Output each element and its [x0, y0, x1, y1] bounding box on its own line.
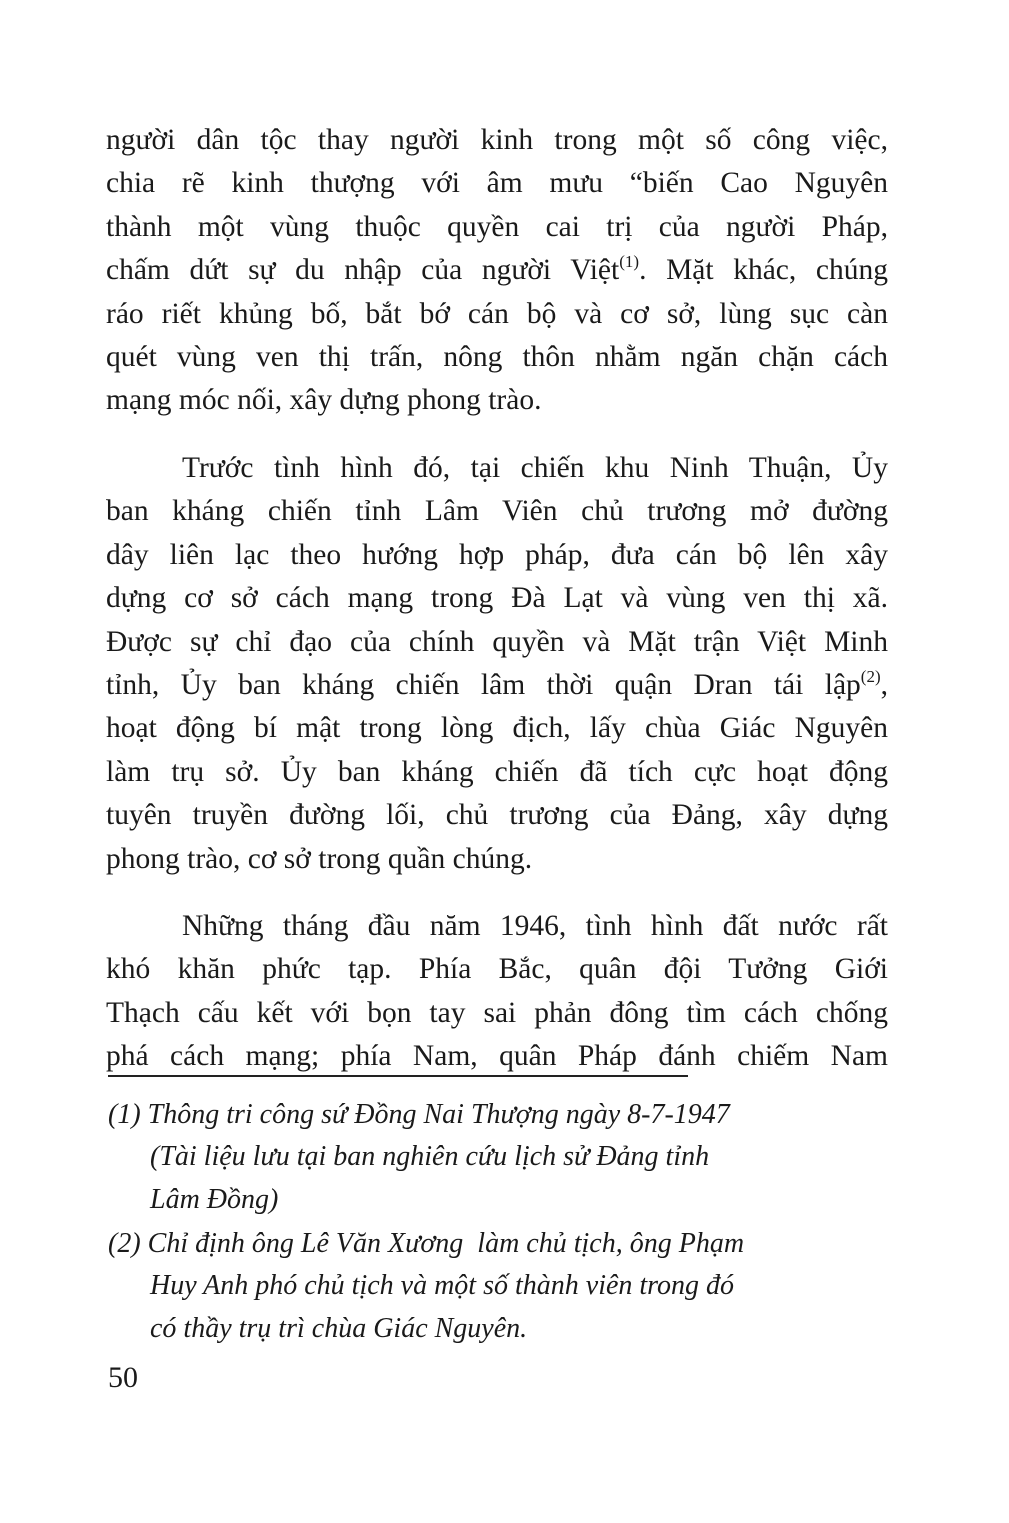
text-line: thành một vùng thuộc quyền cai trị của người Pháp,: [106, 210, 888, 243]
footnote-line: (2) Chỉ định ông Lê Văn Xương làm chủ tịch, ông Phạm: [108, 1228, 745, 1259]
text-line: Được sự chỉ đạo của chính quyền và Mặt trận Việt Minh: [106, 625, 888, 658]
text-segment: chấm dứt sự du nhập của người Việt: [106, 254, 620, 287]
text-line: phá cách mạng; phía Nam, quân Pháp đánh chiếm Nam: [106, 1040, 888, 1073]
text-line: phong trào, cơ sở trong quần chúng.: [106, 842, 533, 875]
paragraph-2: [106, 447, 888, 881]
footnote-1: [108, 1094, 888, 1221]
footnote-ref-1: (1): [619, 252, 640, 272]
text-line: ráo riết khủng bố, bắt bớ cán bộ và cơ sở, lùng sục càn: [106, 297, 888, 330]
footnote-ref-2: (2): [860, 667, 881, 687]
text-line: tuyên truyền đường lối, chủ trương của Đảng, xây dựng: [106, 799, 888, 832]
paragraph-3: [106, 905, 888, 1079]
text-line: dựng cơ sở cách mạng trong Đà Lạt và vùng ven thị xã.: [106, 582, 888, 615]
text-line: [106, 249, 888, 292]
footnote-line: Lâm Đồng): [150, 1183, 279, 1215]
text-segment: . Mặt khác, chúng: [639, 254, 888, 287]
text-line: dây liên lạc theo hướng hợp pháp, đưa cán bộ lên xây: [106, 538, 888, 571]
footnote-divider: [108, 1075, 688, 1077]
text-line: hoạt động bí mật trong lòng địch, lấy chùa Giác Nguyên: [106, 712, 888, 745]
footnote-2: [108, 1223, 888, 1350]
footnote-line: (1) Thông tri công sứ Đồng Nai Thượng ngày 8-7-1947: [108, 1099, 730, 1130]
text-line: làm trụ sở. Ủy ban kháng chiến đã tích cực hoạt động: [106, 755, 888, 788]
text-line: chia rẽ kinh thượng với âm mưu “biến Cao Nguyên: [106, 167, 888, 200]
text-segment: ,: [880, 669, 888, 702]
text-line: quét vùng ven thị trấn, nông thôn nhằm ngăn chặn cách: [106, 341, 888, 374]
footnote-line: Huy Anh phó chủ tịch và một số thành viên trong đó: [150, 1270, 735, 1302]
text-line: người dân tộc thay người kinh trong một số công việc,: [106, 124, 888, 156]
text-line: Những tháng đầu năm 1946, tình hình đất nước rất: [182, 910, 888, 942]
text-line: [106, 664, 888, 707]
footnote-line: có thầy trụ trì chùa Giác Nguyên.: [150, 1312, 528, 1344]
text-line: Thạch cấu kết với bọn tay sai phản đông tìm cách chống: [106, 996, 888, 1029]
paragraph-1: [106, 119, 888, 423]
text-line: mạng móc nối, xây dựng phong trào.: [106, 384, 542, 417]
page-number: 50: [108, 1361, 138, 1394]
footnote-line: (Tài liệu lưu tại ban nghiên cứu lịch sử Đảng tỉnh: [150, 1141, 710, 1173]
text-line: khó khăn phức tạp. Phía Bắc, quân đội Tưởng Giới: [106, 953, 888, 986]
text-segment: tỉnh, Ủy ban kháng chiến lâm thời quận Dran tái lập: [106, 669, 861, 702]
text-line: ban kháng chiến tỉnh Lâm Viên chủ trương mở đường: [106, 495, 888, 528]
text-line: Trước tình hình đó, tại chiến khu Ninh Thuận, Ủy: [182, 452, 888, 484]
